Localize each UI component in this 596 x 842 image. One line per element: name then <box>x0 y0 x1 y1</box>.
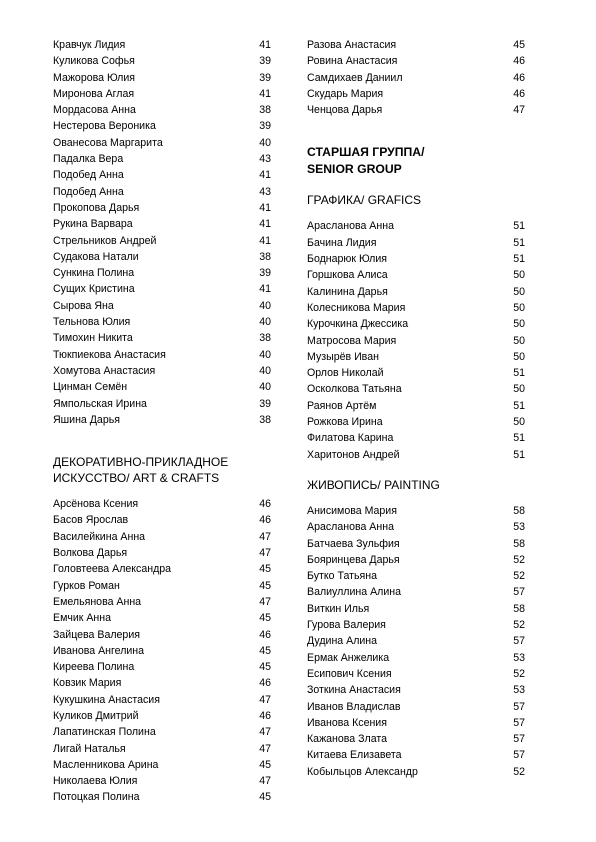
list-item <box>53 347 271 363</box>
participant-name: Масленникова Арина <box>53 758 159 771</box>
participant-name: Мажорова Юлия <box>53 71 136 84</box>
participant-score: 40 <box>259 136 271 149</box>
participant-score: 50 <box>513 383 525 396</box>
participant-score: 43 <box>259 185 271 198</box>
participant-score: 52 <box>513 619 525 632</box>
list-item <box>53 135 271 151</box>
list-item <box>307 633 525 649</box>
participant-name: Ченцова Дарья <box>307 104 383 117</box>
participant-name: Куликова Софья <box>53 55 135 68</box>
participant-name: Сункина Полина <box>53 267 135 280</box>
list-item <box>307 584 525 600</box>
list-item <box>53 167 271 183</box>
participant-score: 39 <box>259 55 271 68</box>
list-item <box>53 298 271 314</box>
right-column <box>307 37 525 780</box>
list-item <box>307 601 525 617</box>
participant-score: 53 <box>513 651 525 664</box>
participant-score: 50 <box>513 334 525 347</box>
participant-name: Потоцкая Полина <box>53 791 140 804</box>
participant-score: 57 <box>513 635 525 648</box>
participant-score: 51 <box>513 236 525 249</box>
list-item <box>307 381 525 397</box>
participant-name: Куликов Дмитрий <box>53 709 139 722</box>
list-item <box>53 724 271 740</box>
participant-name: Кобыльцов Александр <box>307 765 418 778</box>
participant-score: 41 <box>259 218 271 231</box>
participant-score: 45 <box>259 791 271 804</box>
participant-name: Гурков Роман <box>53 579 120 592</box>
participant-name: Валиуллина Алина <box>307 586 401 599</box>
list-item <box>53 789 271 805</box>
participant-name: Лигай Наталья <box>53 742 126 755</box>
participant-score: 47 <box>259 726 271 739</box>
list-item <box>53 216 271 232</box>
participant-name: Судакова Натали <box>53 250 139 263</box>
grafics-section-title: ГРАФИКА/ GRAFICS <box>307 193 422 208</box>
list-item <box>307 552 525 568</box>
spacer <box>53 428 271 454</box>
list-item <box>307 235 525 251</box>
participant-score: 50 <box>513 269 525 282</box>
participant-name: Сущих Кристина <box>53 283 135 296</box>
participant-score: 46 <box>259 628 271 641</box>
participant-name: Стрельников Андрей <box>53 234 157 247</box>
spacer <box>307 493 525 503</box>
participant-name: Василейкина Анна <box>53 530 146 543</box>
participant-score: 57 <box>513 700 525 713</box>
participant-score: 41 <box>259 39 271 51</box>
list-item <box>307 398 525 414</box>
participant-score: 46 <box>513 71 525 84</box>
participant-score: 45 <box>259 758 271 771</box>
list-item <box>307 764 525 780</box>
list-item <box>307 519 525 535</box>
participant-score: 40 <box>259 348 271 361</box>
participant-score: 52 <box>513 667 525 680</box>
list-item <box>307 430 525 446</box>
list-item <box>307 349 525 365</box>
participant-name: Рожкова Ирина <box>307 416 383 429</box>
list-item <box>307 747 525 763</box>
list-item <box>53 610 271 626</box>
list-item <box>53 200 271 216</box>
participant-name: Прокопова Дарья <box>53 201 140 214</box>
participant-name: Мордасова Анна <box>53 104 136 117</box>
participant-name: Волкова Дарья <box>53 547 128 560</box>
list-item <box>53 53 271 69</box>
spacer <box>307 178 525 192</box>
left-column <box>53 37 271 806</box>
participant-name: Гурова Валерия <box>307 619 386 632</box>
participant-score: 45 <box>259 563 271 576</box>
participant-name: Музырёв Иван <box>307 350 379 363</box>
participant-score: 53 <box>513 684 525 697</box>
list-item <box>307 37 525 53</box>
list-item <box>53 265 271 281</box>
list-item <box>53 396 271 412</box>
participant-name: Боднарюк Юлия <box>307 253 388 266</box>
participant-score: 39 <box>259 120 271 133</box>
participant-name: Тельнова Юлия <box>53 316 131 329</box>
participant-score: 45 <box>259 579 271 592</box>
participant-name: Кукушкина Анастасия <box>53 693 160 706</box>
participant-name: Горшкова Алиса <box>307 269 388 282</box>
participant-name: Нестерова Вероника <box>53 120 156 133</box>
participant-name: Раянов Артём <box>307 399 377 412</box>
list-item <box>307 86 525 102</box>
list-item <box>307 731 525 747</box>
list-item <box>53 314 271 330</box>
participant-score: 39 <box>259 71 271 84</box>
list-item <box>53 86 271 102</box>
participant-name: Киреева Полина <box>53 661 135 674</box>
participant-score: 58 <box>513 537 525 550</box>
participant-name: Китаева Елизавета <box>307 749 402 762</box>
participant-name: Иванова Ангелина <box>53 644 145 657</box>
list-item <box>307 267 525 283</box>
list-item <box>53 692 271 708</box>
participant-score: 50 <box>513 318 525 331</box>
list-item <box>307 365 525 381</box>
participant-name: Подобед Анна <box>53 169 124 182</box>
list-item <box>307 251 525 267</box>
participant-score: 46 <box>513 55 525 68</box>
participant-name: Ованесова Маргарита <box>53 136 163 149</box>
list-item <box>307 218 525 234</box>
participant-name: Есипович Ксения <box>307 667 392 680</box>
participant-name: Кажанова Злата <box>307 733 387 746</box>
participant-score: 57 <box>513 716 525 729</box>
list-item <box>307 682 525 698</box>
list-item <box>307 503 525 519</box>
participant-name: Рукина Варвара <box>53 218 133 231</box>
list-item <box>307 102 525 118</box>
participant-score: 43 <box>259 153 271 166</box>
participant-score: 41 <box>259 283 271 296</box>
crafts-section-title-line2: ИСКУССТВО/ ART & CRAFTS <box>53 471 220 486</box>
senior-group-title-line2: SENIOR GROUP <box>307 162 402 177</box>
participant-score: 46 <box>513 87 525 100</box>
participant-score: 47 <box>259 742 271 755</box>
list-item <box>53 675 271 691</box>
painting-results-list <box>307 503 525 780</box>
participant-name: Ямпольская Ирина <box>53 397 147 410</box>
crafts-results-list <box>53 496 271 806</box>
participant-score: 38 <box>259 413 271 426</box>
participant-name: Хомутова Анастасия <box>53 364 156 377</box>
participant-score: 47 <box>259 775 271 788</box>
list-item <box>307 715 525 731</box>
participant-name: Колесникова Мария <box>307 301 406 314</box>
participant-name: Ровина Анастасия <box>307 55 398 68</box>
participant-name: Кравчук Лидия <box>53 39 126 51</box>
participant-name: Бояринцева Дарья <box>307 553 400 566</box>
participant-score: 39 <box>259 267 271 280</box>
grafics-results-list <box>307 218 525 462</box>
list-item <box>53 233 271 249</box>
crafts-section-title-line1: ДЕКОРАТИВНО-ПРИКЛАДНОЕ <box>53 455 229 470</box>
participant-score: 45 <box>513 39 525 51</box>
participant-score: 52 <box>513 570 525 583</box>
participant-name: Разова Анастасия <box>307 39 397 51</box>
participant-name: Басов Ярослав <box>53 514 129 527</box>
list-item <box>53 102 271 118</box>
list-item <box>307 617 525 633</box>
participant-name: Лапатинская Полина <box>53 726 156 739</box>
participant-name: Цинман Семён <box>53 381 128 394</box>
participant-name: Падалка Вера <box>53 153 124 166</box>
participant-score: 47 <box>513 104 525 117</box>
senior-group-title-line1: СТАРШАЯ ГРУППА/ <box>307 145 425 160</box>
participant-score: 40 <box>259 364 271 377</box>
list-item <box>53 741 271 757</box>
list-item <box>53 545 271 561</box>
list-item <box>53 151 271 167</box>
participant-score: 50 <box>513 416 525 429</box>
participant-score: 57 <box>513 749 525 762</box>
participant-name: Ковзик Мария <box>53 677 122 690</box>
list-item <box>53 659 271 675</box>
list-item <box>307 414 525 430</box>
participant-score: 50 <box>513 285 525 298</box>
list-item <box>53 363 271 379</box>
participant-name: Дудина Алина <box>307 635 378 648</box>
participant-name: Анисимова Мария <box>307 504 397 517</box>
list-item <box>307 300 525 316</box>
spacer <box>307 463 525 477</box>
participant-name: Ермак Анжелика <box>307 651 390 664</box>
participant-score: 46 <box>259 514 271 527</box>
participant-name: Емельянова Анна <box>53 595 142 608</box>
participant-name: Миронова Аглая <box>53 87 135 100</box>
participant-score: 41 <box>259 87 271 100</box>
participant-name: Сырова Яна <box>53 299 114 312</box>
list-item <box>53 561 271 577</box>
participant-name: Орлов Николай <box>307 367 384 380</box>
participant-score: 50 <box>513 301 525 314</box>
list-item <box>307 568 525 584</box>
participant-score: 47 <box>259 547 271 560</box>
list-item <box>307 447 525 463</box>
participant-score: 47 <box>259 530 271 543</box>
list-item <box>307 53 525 69</box>
participant-name: Арасланова Анна <box>307 220 394 233</box>
list-item <box>53 379 271 395</box>
list-item <box>53 529 271 545</box>
list-item <box>307 699 525 715</box>
participant-name: Зайцева Валерия <box>53 628 140 641</box>
list-item <box>53 412 271 428</box>
participant-name: Николаева Юлия <box>53 775 138 788</box>
participant-name: Емчик Анна <box>53 612 112 625</box>
participant-name: Арсёнова Ксения <box>53 498 139 511</box>
participant-name: Тюкпиекова Анастасия <box>53 348 166 361</box>
spacer <box>53 486 271 496</box>
participant-score: 45 <box>259 661 271 674</box>
list-item <box>307 650 525 666</box>
spacer <box>307 118 525 144</box>
participant-name: Иванов Владислав <box>307 700 401 713</box>
list-item <box>53 118 271 134</box>
list-item <box>53 330 271 346</box>
participant-name: Иванова Ксения <box>307 716 387 729</box>
participant-score: 51 <box>513 432 525 445</box>
participant-score: 52 <box>513 553 525 566</box>
list-item <box>53 496 271 512</box>
participant-score: 40 <box>259 316 271 329</box>
participant-score: 41 <box>259 169 271 182</box>
list-item <box>307 316 525 332</box>
participant-name: Курочкина Джессика <box>307 318 409 331</box>
participant-score: 51 <box>513 448 525 461</box>
list-item <box>53 627 271 643</box>
participant-name: Калинина Дарья <box>307 285 388 298</box>
participant-score: 57 <box>513 586 525 599</box>
participant-name: Самдихаев Даниил <box>307 71 403 84</box>
list-item <box>53 249 271 265</box>
results-list-continued <box>53 37 271 428</box>
participant-score: 40 <box>259 381 271 394</box>
participant-score: 50 <box>513 350 525 363</box>
participant-score: 39 <box>259 397 271 410</box>
participant-name: Матросова Мария <box>307 334 397 347</box>
participant-score: 47 <box>259 693 271 706</box>
participant-score: 52 <box>513 765 525 778</box>
list-item <box>53 37 271 53</box>
participant-score: 58 <box>513 504 525 517</box>
participant-score: 46 <box>259 709 271 722</box>
list-item <box>53 184 271 200</box>
participant-name: Арасланова Анна <box>307 521 394 534</box>
list-item <box>307 284 525 300</box>
participant-score: 47 <box>259 595 271 608</box>
participant-score: 41 <box>259 201 271 214</box>
participant-score: 46 <box>259 677 271 690</box>
list-item <box>53 281 271 297</box>
participant-name: Осколкова Татьяна <box>307 383 402 396</box>
participant-name: Харитонов Андрей <box>307 448 400 461</box>
participant-name: Виткин Илья <box>307 602 370 615</box>
participant-name: Бачина Лидия <box>307 236 377 249</box>
list-item <box>53 643 271 659</box>
participant-score: 46 <box>259 498 271 511</box>
participant-name: Скударь Мария <box>307 87 384 100</box>
participant-score: 38 <box>259 250 271 263</box>
participant-score: 38 <box>259 332 271 345</box>
list-item <box>53 70 271 86</box>
participant-name: Головтеева Александра <box>53 563 172 576</box>
list-item <box>53 773 271 789</box>
participant-name: Тимохин Никита <box>53 332 133 345</box>
list-item <box>53 757 271 773</box>
list-item <box>307 70 525 86</box>
participant-score: 38 <box>259 104 271 117</box>
list-item <box>53 708 271 724</box>
participant-score: 51 <box>513 253 525 266</box>
participant-score: 40 <box>259 299 271 312</box>
participant-score: 58 <box>513 602 525 615</box>
list-item <box>53 512 271 528</box>
participant-score: 45 <box>259 612 271 625</box>
participant-name: Зоткина Анастасия <box>307 684 401 697</box>
participant-score: 51 <box>513 220 525 233</box>
list-item <box>307 333 525 349</box>
participant-score: 51 <box>513 399 525 412</box>
participant-score: 51 <box>513 367 525 380</box>
participant-name: Яшина Дарья <box>53 413 120 426</box>
list-item <box>307 666 525 682</box>
participant-name: Батчаева Зульфия <box>307 537 400 550</box>
painting-section-title: ЖИВОПИСЬ/ PAINTING <box>307 477 440 492</box>
participant-name: Подобед Анна <box>53 185 124 198</box>
list-item <box>53 578 271 594</box>
list-item <box>307 536 525 552</box>
participant-name: Филатова Карина <box>307 432 394 445</box>
participant-score: 41 <box>259 234 271 247</box>
participant-score: 57 <box>513 733 525 746</box>
participant-score: 53 <box>513 521 525 534</box>
list-item <box>53 594 271 610</box>
participant-score: 45 <box>259 644 271 657</box>
participant-name: Бутко Татьяна <box>307 570 377 583</box>
spacer <box>307 208 525 218</box>
results-list-continued <box>307 37 525 118</box>
